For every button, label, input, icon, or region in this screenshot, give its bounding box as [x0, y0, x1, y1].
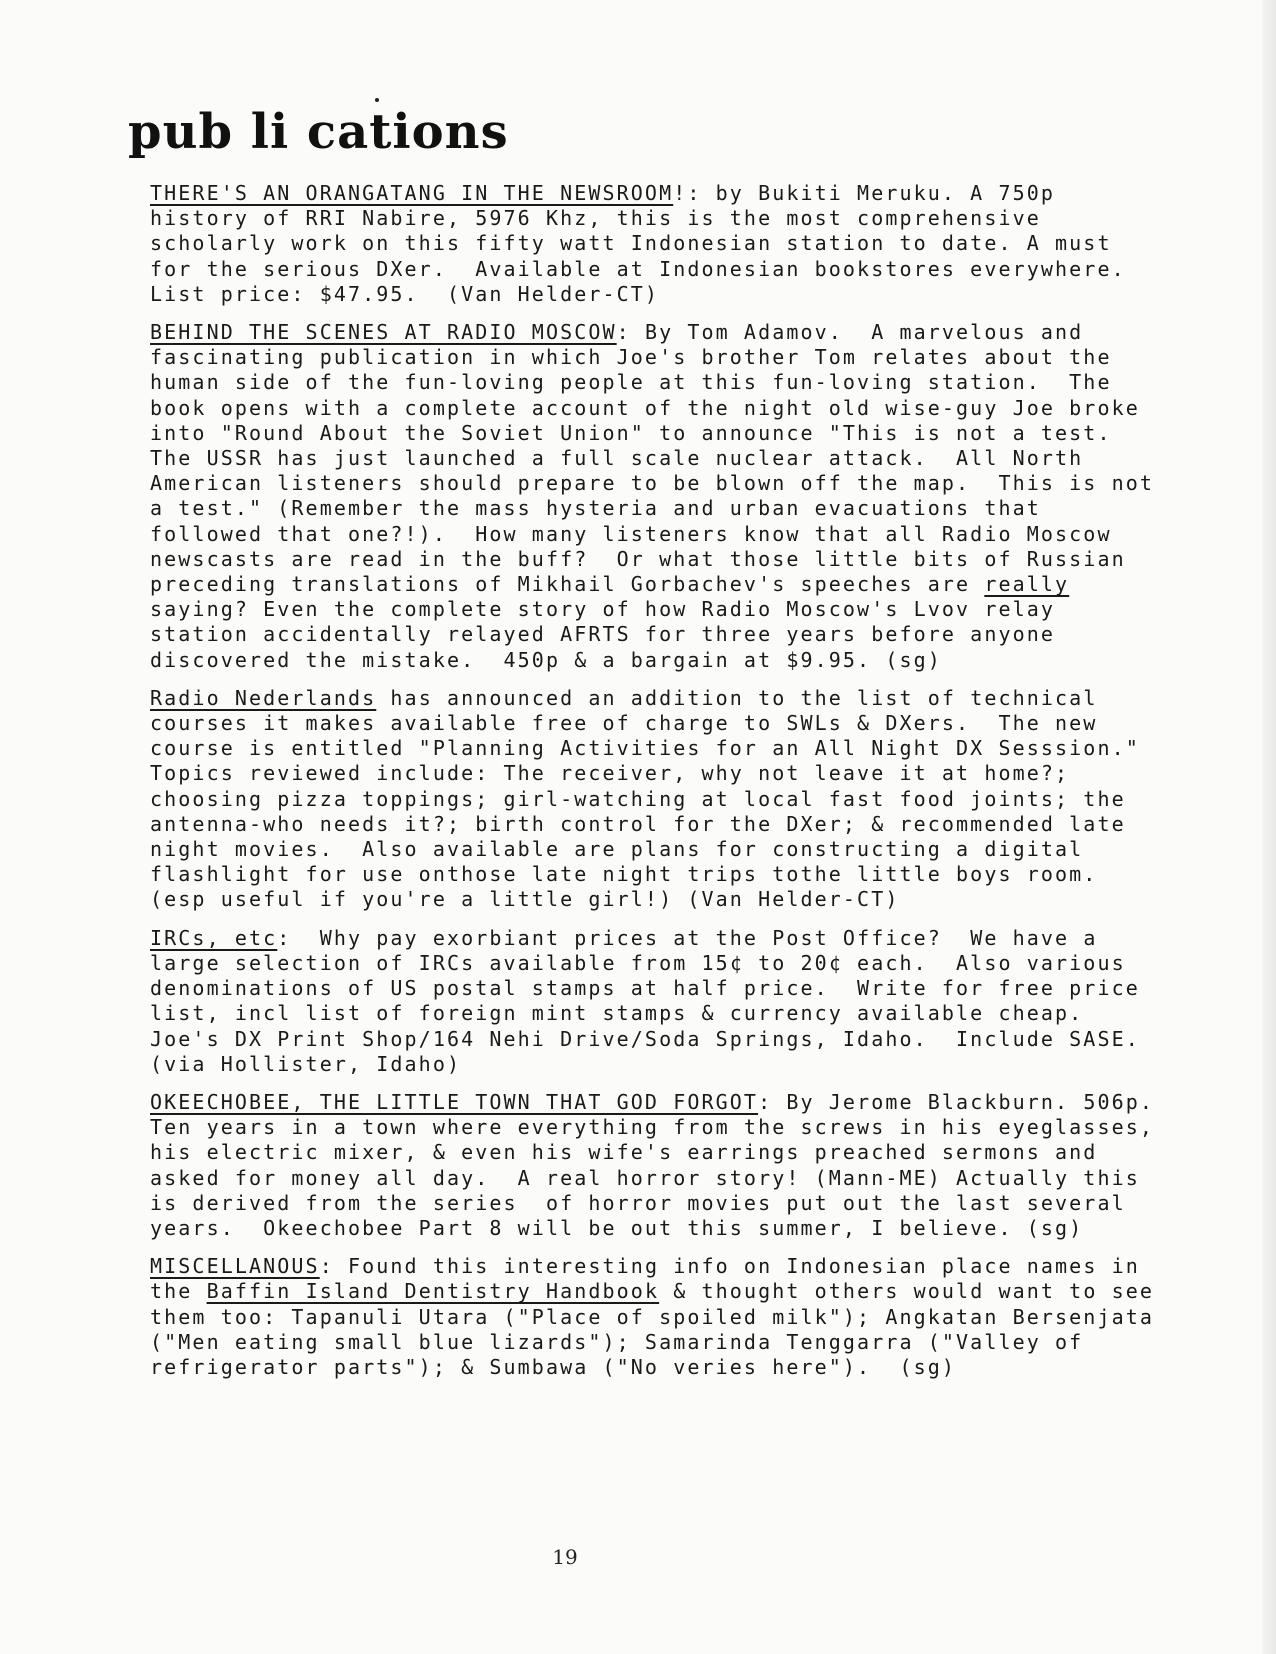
section-heading: pub li cations: [128, 104, 509, 160]
stray-dot: [375, 98, 379, 102]
entry-title: OKEECHOBEE, THE LITTLE TOWN THAT GOD FORGOT: [150, 1089, 759, 1114]
page-number: 19: [552, 1545, 578, 1569]
entry-radio-nederlands: [150, 685, 1169, 913]
publications-list: [150, 181, 1183, 1393]
entry-text: : By Jerome Blackburn. 506p. Ten years in a town where everything from the screws in his eyeglasses, his electric mixer, & even his wife's earrings preached sermons and asked for money all day. A real horror story! (Mann-ME) Actually this is derived from the series of horror movies put out the last several years. Okeechobee Part 8 will be out this summer, I believe. (sg): [150, 1089, 1183, 1240]
entry-emphasis: Baffin Island Dentistry Handbook: [206, 1279, 660, 1304]
entry-ircs: [150, 926, 1160, 1077]
entry-okeechobee: [150, 1089, 1183, 1241]
entry-orangatang: [150, 181, 1160, 307]
entry-text: : Found this interesting info on Indonesian place names in the: [150, 1254, 1155, 1304]
entry-miscellanous: [150, 1254, 1169, 1380]
entry-emphasis: really: [984, 572, 1070, 597]
entry-title: IRCs, etc: [150, 925, 278, 950]
entry-title: THERE'S AN ORANGATANG IN THE NEWSROOM: [150, 181, 674, 205]
entry-text: : By Tom Adamov. A marvelous and fascinating publication in which Joe's brother Tom relates about the human side of the fun-loving people at this fun-loving station. The book opens with a complete account of the night old wise-guy Joe broke into "Round About the Soviet Union" to announce "This is not a test. The USSR has just launched a full scale nuclear attack. All North American listeners should prepare to be blown off the map. This is not a test." (Remember the mass hysteria and urban evacuations that followed that one?!). How many listeners know that all Radio Moscow newscasts are read in the buff? Or what those little bits of Russian preceding translations of Mikhail Gorbachev's speeches are: [150, 320, 1169, 597]
entry-text-after: & thought others would want to see them too: Tapanuli Utara ("Place of spoiled milk"); Angkatan Bersenjata ("Men eating small blue lizards"); Samarinda Tenggarra ("Valley of refrigerator parts"); & Sumbawa ("No veries here"). (sg): [150, 1279, 1169, 1379]
entry-title: Radio Nederlands: [150, 685, 377, 710]
entry-text: has announced an addition to the list of technical courses it makes available free of charge to SWLs & DXers. The new course is entitled "Planning Activities for an All Night DX Sesssion." Topics reviewed include: The receiver, why not leave it at home?; choosing pizza toppings; girl-watching at local fast food joints; the antenna-who needs it?; birth control for the DXer; & recommended late night movies. Also available are plans for constructing a digital flashlight for use onthose late night trips tothe little boys room. (esp useful if you're a little girl!) (Van Helder-CT): [150, 685, 1169, 912]
entry-radio-moscow: [150, 320, 1169, 673]
page-edge: [1262, 0, 1276, 1654]
entry-title: BEHIND THE SCENES AT RADIO MOSCOW: [150, 320, 617, 345]
entry-title: MISCELLANOUS: [150, 1254, 320, 1279]
entry-text-after: saying? Even the complete story of how Radio Moscow's Lvov relay station accidentally relayed AFRTS for three years before anyone discovered the mistake. 450p & a bargain at $9.95. (sg): [150, 572, 1084, 672]
entry-text: !: by Bukiti Meruku. A 750p history of RRI Nabire, 5976 Khz, this is the most comprehensive scholarly work on this fifty watt Indonesian station to date. A must for the serious DXer. Available at Indonesian bookstores everywhere. List price: $47.95. (Van Helder-CT): [150, 181, 1155, 306]
entry-text: : Why pay exorbiant prices at the Post Office? We have a large selection of IRCs available from 15¢ to 20¢ each. Also various denominations of US postal stamps at half price. Write for free price list, incl list of foreign mint stamps & currency available cheap. Joe's DX Print Shop/164 Nehi Drive/Soda Springs, Idaho. Include SASE. (via Hollister, Idaho): [150, 925, 1155, 1076]
